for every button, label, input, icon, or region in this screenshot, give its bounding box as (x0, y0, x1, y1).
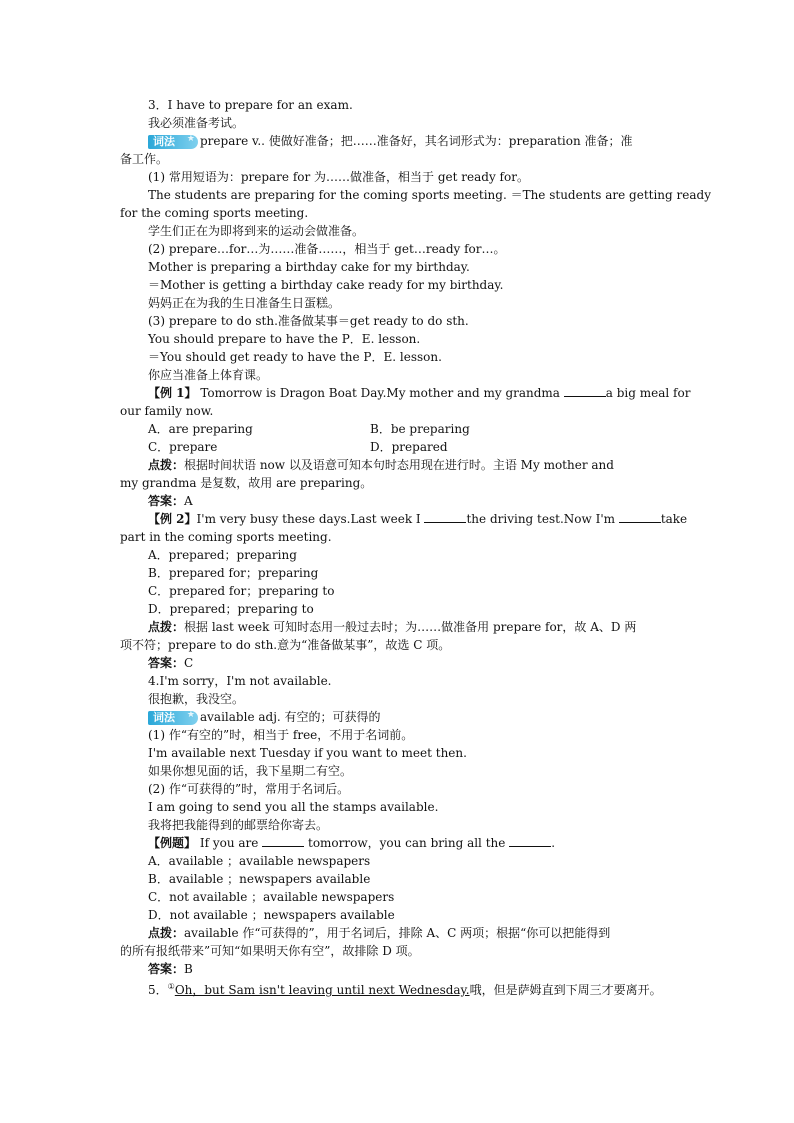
point-1-translation: 学生们正在为即将到来的运动会做准备。 (148, 224, 365, 238)
example-3-answer: 答案：B (148, 962, 193, 976)
example-2-option-d: D．prepared；preparing to (148, 602, 314, 616)
available-point-2-example: I am going to send you all the stamps available. (148, 800, 439, 814)
answer-blank (262, 834, 304, 847)
example-2-option-c: C．prepared for；preparing to (148, 584, 335, 598)
example-3-tip-cont: 的所有报纸带来”可知“如果明天你有空”，故排除 D 项。 (120, 944, 420, 958)
point-2-example-1: Mother is preparing a birthday cake for my birthday. (148, 260, 470, 274)
example-1-question: 【例 1】 Tomorrow is Dragon Boat Day.My mother and my grandma a big meal for (148, 386, 691, 400)
sentence-3-cn: 我必须准备考试。 (148, 116, 245, 130)
point-3-translation: 你应当准备上体育课。 (148, 368, 269, 382)
point-2: (2) prepare…for…为……准备……，相当于 get…ready for…。 (148, 242, 506, 256)
available-definition: 词法 ★ available adj. 有空的；可获得的 (120, 708, 676, 726)
point-3-example-2: ＝You should get ready to have the P．E. lesson. (148, 350, 442, 364)
example-2-question-cont: part in the coming sports meeting. (120, 530, 332, 544)
cifa-tag-icon: 词法 ★ (148, 135, 198, 149)
cifa-tag-icon: 词法 ★ (148, 711, 198, 725)
example-3-option-d: D．not available ；newspapers available (148, 908, 395, 922)
sentence-4-cn: 很抱歉，我没空。 (148, 692, 245, 706)
point-1: (1) 常用短语为：prepare for 为……做准备，相当于 get ready for。 (148, 170, 529, 184)
example-1-options-row-1: A．are preparing B．be preparing (148, 422, 470, 436)
document-page (120, 96, 711, 999)
available-point-1-translation: 如果你想见面的话，我下星期二有空。 (148, 764, 353, 778)
answer-blank (509, 834, 551, 847)
available-point-2: (2) 作“可获得的”时，常用于名词后。 (148, 782, 350, 796)
example-1-tip-cont: my grandma 是复数，故用 are preparing。 (120, 476, 373, 490)
example-3-option-b: B．available ；newspapers available (148, 872, 371, 886)
prepare-definition-1: 词法 ★ prepare v.. 使做好准备；把……准备好，其名词形式为：preparation 准备；准 (120, 132, 676, 150)
example-2-answer: 答案：C (148, 656, 194, 670)
example-2-option-b: B．prepared for；preparing (148, 566, 319, 580)
example-1-question-cont: our family now. (120, 404, 214, 418)
example-2-option-a: A．prepared；preparing (148, 548, 297, 562)
example-1-answer: 答案：A (148, 494, 193, 508)
point-1-example-b: for the coming sports meeting. (120, 206, 309, 220)
sentence-5: 5．①Oh，but Sam isn't leaving until next Wednesday.哦，但是萨姆直到下周三才要离开。 (148, 982, 662, 997)
answer-blank (424, 510, 466, 523)
example-1-options-row-2: C．prepare D．prepared (148, 440, 448, 454)
example-2-tip-cont: 项不符；prepare to do sth.意为“准备做某事”，故选 C 项。 (120, 638, 451, 652)
footnote-marker: ① (167, 982, 175, 991)
point-3: (3) prepare to do sth.准备做某事＝get ready to do sth. (148, 314, 469, 328)
point-2-example-2: ＝Mother is getting a birthday cake ready for my birthday. (148, 278, 504, 292)
example-3-option-a: A．available ；available newspapers (148, 854, 371, 868)
prepare-definition-2: 备工作。 (120, 152, 169, 166)
point-2-translation: 妈妈正在为我的生日准备生日蛋糕。 (148, 296, 341, 310)
answer-blank (564, 384, 606, 397)
sentence-4-en: 4.I'm sorry，I'm not available. (148, 674, 332, 688)
available-point-1: (1) 作“有空的”时，相当于 free，不用于名词前。 (148, 728, 414, 742)
available-point-2-translation: 我将把我能得到的邮票给你寄去。 (148, 818, 329, 832)
example-3-question: 【例题】 If you are tomorrow，you can bring all the . (148, 836, 556, 850)
sentence-3-en: 3．I have to prepare for an exam. (148, 98, 353, 112)
answer-blank (619, 510, 661, 523)
example-3-option-c: C．not available ；available newspapers (148, 890, 395, 904)
point-3-example-1: You should prepare to have the P．E. lesson. (148, 332, 421, 346)
example-2-question: 【例 2】I'm very busy these days.Last week I the driving test.Now I'm take (148, 512, 688, 526)
example-1-tip: 点拨：根据时间状语 now 以及语意可知本句时态用现在进行时。主语 My mother and (148, 458, 614, 472)
example-3-tip: 点拨：available 作“可获得的”，用于名词后，排除 A、C 两项；根据“你可以把能得到 (148, 926, 611, 940)
available-point-1-example: I'm available next Tuesday if you want to meet then. (148, 746, 467, 760)
example-2-tip: 点拨：根据 last week 可知时态用一般过去时；为……做准备用 prepare for，故 A、D 两 (148, 620, 637, 634)
point-1-example-a: The students are preparing for the coming sports meeting. ＝The students are getting ready (148, 188, 711, 202)
